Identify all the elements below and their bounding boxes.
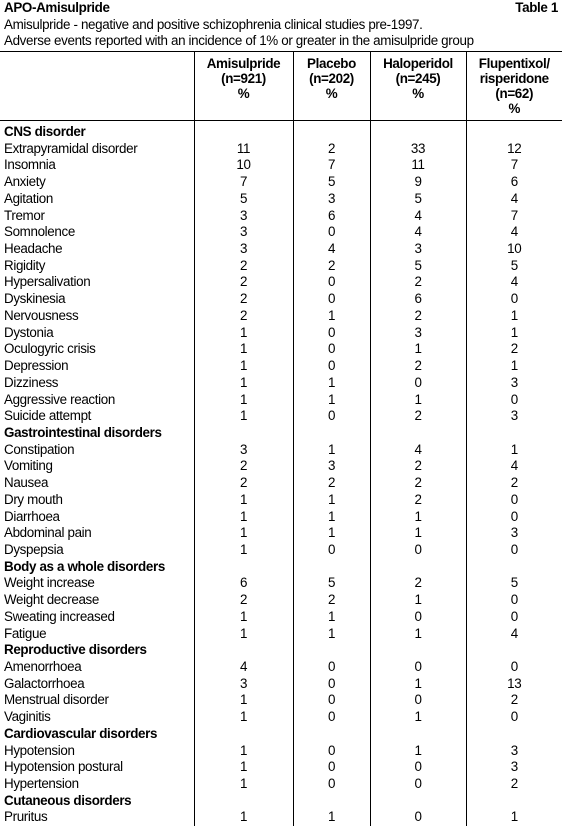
value-placebo: 3 — [293, 458, 370, 475]
column-header-amisulpride — [194, 52, 293, 121]
table-row — [0, 241, 562, 258]
value-amisulpride: 2 — [194, 291, 293, 308]
value-placebo: 1 — [293, 442, 370, 459]
value-amisulpride: 3 — [194, 442, 293, 459]
table-row — [0, 759, 562, 776]
section-title: Cutaneous disorders — [4, 792, 132, 808]
value-haloperidol: 2 — [370, 408, 466, 425]
column-header-line: (n=921) — [221, 71, 266, 86]
value-haloperidol: 1 — [370, 392, 466, 409]
value-haloperidol: 1 — [370, 525, 466, 542]
value-flupentixol-risperidone: 0 — [466, 709, 562, 726]
table-row — [0, 709, 562, 726]
value-haloperidol: 3 — [370, 241, 466, 258]
column-header-line: (n=202) — [309, 71, 354, 86]
value-placebo: 0 — [293, 274, 370, 291]
value-placebo: 0 — [293, 676, 370, 693]
table-row — [0, 676, 562, 693]
value-placebo: 1 — [293, 525, 370, 542]
value-flupentixol-risperidone: 7 — [466, 157, 562, 174]
event-name: Depression — [4, 358, 69, 374]
value-haloperidol: 6 — [370, 291, 466, 308]
value-amisulpride: 1 — [194, 341, 293, 358]
value-haloperidol: 9 — [370, 174, 466, 191]
value-flupentixol-risperidone — [466, 559, 562, 576]
column-header-line: (n=62) — [495, 86, 534, 101]
value-amisulpride: 11 — [194, 141, 293, 158]
value-amisulpride: 3 — [194, 208, 293, 225]
value-flupentixol-risperidone: 3 — [466, 525, 562, 542]
value-haloperidol: 0 — [370, 759, 466, 776]
value-placebo: 6 — [293, 208, 370, 225]
value-amisulpride: 1 — [194, 743, 293, 760]
event-name: Hypotension postural — [4, 759, 123, 775]
table-row — [0, 542, 562, 559]
value-placebo: 1 — [293, 492, 370, 509]
value-flupentixol-risperidone: 0 — [466, 542, 562, 559]
value-amisulpride: 3 — [194, 676, 293, 693]
value-haloperidol: 0 — [370, 809, 466, 826]
value-amisulpride: 1 — [194, 392, 293, 409]
value-amisulpride: 5 — [194, 191, 293, 208]
table-row — [0, 458, 562, 475]
table-body — [0, 121, 562, 827]
table-row — [0, 776, 562, 793]
value-haloperidol: 1 — [370, 626, 466, 643]
value-amisulpride: 1 — [194, 358, 293, 375]
section-header-row — [0, 559, 562, 576]
value-placebo: 0 — [293, 542, 370, 559]
value-amisulpride: 2 — [194, 592, 293, 609]
event-name: Weight increase — [4, 575, 95, 591]
column-header-line: % — [412, 86, 424, 101]
value-placebo: 1 — [293, 392, 370, 409]
table-row — [0, 274, 562, 291]
value-placebo: 5 — [293, 174, 370, 191]
event-name: Dyspepsia — [4, 541, 64, 557]
table-row — [0, 743, 562, 760]
event-name: Agitation — [4, 190, 53, 206]
value-haloperidol: 2 — [370, 458, 466, 475]
value-placebo — [293, 425, 370, 442]
column-header-line: (n=245) — [395, 71, 441, 86]
table-row — [0, 341, 562, 358]
value-amisulpride: 1 — [194, 809, 293, 826]
value-flupentixol-risperidone: 2 — [466, 341, 562, 358]
adverse-events-table — [0, 51, 562, 826]
column-header-line: risperidone — [479, 71, 549, 86]
value-placebo: 0 — [293, 341, 370, 358]
value-haloperidol — [370, 642, 466, 659]
value-haloperidol: 3 — [370, 325, 466, 342]
value-placebo: 2 — [293, 141, 370, 158]
section-header-row — [0, 425, 562, 442]
value-haloperidol: 2 — [370, 358, 466, 375]
value-flupentixol-risperidone: 4 — [466, 274, 562, 291]
value-flupentixol-risperidone: 7 — [466, 208, 562, 225]
table-row — [0, 525, 562, 542]
event-name: Suicide attempt — [4, 408, 92, 424]
column-header-line: % — [508, 101, 521, 116]
value-amisulpride — [194, 121, 293, 141]
value-placebo: 0 — [293, 291, 370, 308]
table-row — [0, 509, 562, 526]
value-placebo — [293, 559, 370, 576]
section-header-row — [0, 642, 562, 659]
value-placebo: 0 — [293, 224, 370, 241]
value-amisulpride: 1 — [194, 525, 293, 542]
value-flupentixol-risperidone: 0 — [466, 592, 562, 609]
value-amisulpride: 1 — [194, 492, 293, 509]
value-amisulpride: 2 — [194, 458, 293, 475]
value-flupentixol-risperidone: 2 — [466, 692, 562, 709]
table-row — [0, 692, 562, 709]
value-placebo: 5 — [293, 575, 370, 592]
value-haloperidol: 1 — [370, 709, 466, 726]
event-name: Fatigue — [4, 625, 47, 641]
section-header-row — [0, 121, 562, 141]
value-placebo: 0 — [293, 743, 370, 760]
table-row — [0, 626, 562, 643]
event-name: Somnolence — [4, 224, 75, 240]
value-flupentixol-risperidone: 2 — [466, 776, 562, 793]
value-amisulpride: 2 — [194, 274, 293, 291]
event-name: Vaginitis — [4, 709, 51, 725]
value-amisulpride: 2 — [194, 258, 293, 275]
value-flupentixol-risperidone: 3 — [466, 743, 562, 760]
value-amisulpride: 1 — [194, 408, 293, 425]
table-row — [0, 291, 562, 308]
value-haloperidol — [370, 425, 466, 442]
value-placebo: 1 — [293, 609, 370, 626]
value-flupentixol-risperidone: 1 — [466, 358, 562, 375]
value-haloperidol: 2 — [370, 308, 466, 325]
event-name: Headache — [4, 241, 63, 257]
value-amisulpride: 1 — [194, 542, 293, 559]
column-header-line: Amisulpride — [206, 56, 281, 71]
table-row — [0, 609, 562, 626]
value-haloperidol: 5 — [370, 258, 466, 275]
event-name: Extrapyramidal disorder — [4, 140, 138, 156]
value-amisulpride: 2 — [194, 475, 293, 492]
section-title: Body as a whole disorders — [4, 558, 165, 574]
table-row — [0, 809, 562, 826]
value-placebo: 0 — [293, 408, 370, 425]
table-row — [0, 141, 562, 158]
section-title: Gastrointestinal disorders — [4, 424, 162, 440]
value-haloperidol: 11 — [370, 157, 466, 174]
table-row — [0, 308, 562, 325]
value-placebo: 7 — [293, 157, 370, 174]
value-flupentixol-risperidone — [466, 726, 562, 743]
event-name: Dizziness — [4, 374, 59, 390]
section-header-row — [0, 793, 562, 810]
value-placebo: 1 — [293, 626, 370, 643]
value-placebo: 1 — [293, 375, 370, 392]
value-flupentixol-risperidone: 13 — [466, 676, 562, 693]
event-name: Insomnia — [4, 157, 56, 173]
value-haloperidol: 2 — [370, 575, 466, 592]
table-row — [0, 224, 562, 241]
value-flupentixol-risperidone: 5 — [466, 575, 562, 592]
value-flupentixol-risperidone: 5 — [466, 258, 562, 275]
event-name: Constipation — [4, 441, 75, 457]
value-placebo: 2 — [293, 258, 370, 275]
value-haloperidol: 4 — [370, 224, 466, 241]
value-amisulpride — [194, 642, 293, 659]
value-haloperidol — [370, 793, 466, 810]
event-name: Amenorrhoea — [4, 659, 82, 674]
value-amisulpride: 1 — [194, 375, 293, 392]
value-haloperidol: 2 — [370, 492, 466, 509]
event-name: Aggressive reaction — [4, 391, 115, 407]
event-name: Oculogyric crisis — [4, 341, 96, 357]
table-row — [0, 442, 562, 459]
value-amisulpride: 6 — [194, 575, 293, 592]
table-row — [0, 375, 562, 392]
value-flupentixol-risperidone: 0 — [466, 609, 562, 626]
event-name: Anxiety — [4, 174, 46, 190]
value-amisulpride: 4 — [194, 659, 293, 676]
value-placebo — [293, 121, 370, 141]
value-placebo: 1 — [293, 509, 370, 526]
value-flupentixol-risperidone: 4 — [466, 626, 562, 643]
value-placebo — [293, 793, 370, 810]
table-row — [0, 408, 562, 425]
value-placebo: 0 — [293, 659, 370, 676]
value-flupentixol-risperidone: 0 — [466, 509, 562, 526]
event-name: Rigidity — [4, 257, 46, 273]
value-placebo: 4 — [293, 241, 370, 258]
value-flupentixol-risperidone — [466, 642, 562, 659]
event-name: Tremor — [4, 207, 45, 223]
event-name: Weight decrease — [4, 592, 99, 608]
table-row — [0, 258, 562, 275]
value-placebo: 0 — [293, 692, 370, 709]
value-placebo: 1 — [293, 308, 370, 325]
value-amisulpride: 7 — [194, 174, 293, 191]
document-title: APO-Amisulpride — [4, 0, 110, 15]
value-placebo: 0 — [293, 325, 370, 342]
value-amisulpride: 3 — [194, 224, 293, 241]
value-haloperidol: 0 — [370, 776, 466, 793]
value-amisulpride: 1 — [194, 759, 293, 776]
header-title-row — [4, 0, 558, 17]
header-cell-label — [0, 52, 194, 121]
value-flupentixol-risperidone: 12 — [466, 141, 562, 158]
value-placebo: 0 — [293, 759, 370, 776]
value-flupentixol-risperidone: 4 — [466, 458, 562, 475]
value-placebo: 3 — [293, 191, 370, 208]
value-flupentixol-risperidone — [466, 121, 562, 141]
event-name: Nausea — [4, 475, 49, 491]
table-caption-line-2: Adverse events reported with an incidence of 1% or greater in the amisulpride group — [4, 33, 474, 48]
value-amisulpride: 1 — [194, 609, 293, 626]
value-placebo: 0 — [293, 776, 370, 793]
value-flupentixol-risperidone — [466, 425, 562, 442]
event-name: Diarrhoea — [4, 508, 60, 524]
value-placebo — [293, 642, 370, 659]
value-flupentixol-risperidone: 6 — [466, 174, 562, 191]
value-amisulpride: 1 — [194, 626, 293, 643]
table-row — [0, 475, 562, 492]
value-flupentixol-risperidone: 0 — [466, 291, 562, 308]
column-header-line: Haloperidol — [383, 56, 453, 71]
value-placebo — [293, 726, 370, 743]
section-title: Reproductive disorders — [4, 642, 147, 658]
event-name: Hypersalivation — [4, 274, 91, 290]
value-amisulpride — [194, 425, 293, 442]
value-amisulpride: 1 — [194, 509, 293, 526]
value-haloperidol: 4 — [370, 208, 466, 225]
value-haloperidol: 1 — [370, 676, 466, 693]
value-flupentixol-risperidone: 3 — [466, 375, 562, 392]
event-name: Hypertension — [4, 776, 79, 792]
column-header-line: % — [325, 86, 338, 101]
value-haloperidol: 0 — [370, 542, 466, 559]
event-name: Hypotension — [4, 742, 75, 758]
value-haloperidol: 2 — [370, 475, 466, 492]
header-row — [0, 52, 562, 121]
table-row — [0, 325, 562, 342]
value-amisulpride: 1 — [194, 692, 293, 709]
value-amisulpride: 2 — [194, 308, 293, 325]
column-header-line: Flupentixol/ — [478, 56, 550, 71]
value-haloperidol: 1 — [370, 341, 466, 358]
value-flupentixol-risperidone: 4 — [466, 191, 562, 208]
value-amisulpride: 1 — [194, 776, 293, 793]
value-haloperidol: 33 — [370, 141, 466, 158]
value-flupentixol-risperidone: 10 — [466, 241, 562, 258]
table-row — [0, 157, 562, 174]
event-name: Menstrual disorder — [4, 692, 109, 708]
value-haloperidol: 0 — [370, 659, 466, 676]
value-haloperidol: 2 — [370, 274, 466, 291]
value-flupentixol-risperidone: 3 — [466, 408, 562, 425]
event-name: Sweating increased — [4, 608, 115, 624]
value-placebo: 0 — [293, 358, 370, 375]
value-placebo: 2 — [293, 592, 370, 609]
value-amisulpride: 1 — [194, 325, 293, 342]
event-name: Dyskinesia — [4, 291, 66, 307]
table-row — [0, 191, 562, 208]
event-name: Galactorrhoea — [4, 675, 85, 691]
value-haloperidol: 0 — [370, 609, 466, 626]
value-flupentixol-risperidone: 3 — [466, 759, 562, 776]
value-haloperidol: 1 — [370, 743, 466, 760]
table-row — [0, 492, 562, 509]
table-label: Table 1 — [515, 0, 558, 15]
value-flupentixol-risperidone: 1 — [466, 809, 562, 826]
value-placebo: 2 — [293, 475, 370, 492]
table-row — [0, 575, 562, 592]
section-title: CNS disorder — [4, 124, 86, 139]
table-row — [0, 174, 562, 191]
value-flupentixol-risperidone — [466, 793, 562, 810]
event-name: Abdominal pain — [4, 525, 92, 541]
document-header — [4, 0, 558, 50]
event-name: Dry mouth — [4, 491, 63, 507]
value-flupentixol-risperidone: 4 — [466, 224, 562, 241]
column-header-line: Placebo — [307, 56, 356, 71]
section-header-row — [0, 726, 562, 743]
value-amisulpride: 3 — [194, 241, 293, 258]
column-header-placebo — [293, 52, 370, 121]
table-row — [0, 659, 562, 676]
table-row — [0, 208, 562, 225]
table-row — [0, 592, 562, 609]
table-header — [0, 52, 562, 121]
value-amisulpride: 10 — [194, 157, 293, 174]
value-haloperidol — [370, 726, 466, 743]
value-placebo: 0 — [293, 709, 370, 726]
event-name: Dystonia — [4, 324, 54, 340]
column-header-flupentixol-risperidone — [466, 52, 562, 121]
value-haloperidol — [370, 559, 466, 576]
value-flupentixol-risperidone: 1 — [466, 442, 562, 459]
table-caption-line-1: Amisulpride - negative and positive schizophrenia clinical studies pre-1997. — [4, 16, 423, 32]
value-haloperidol — [370, 121, 466, 141]
value-amisulpride — [194, 559, 293, 576]
table-row — [0, 392, 562, 409]
value-flupentixol-risperidone: 0 — [466, 659, 562, 676]
value-flupentixol-risperidone: 1 — [466, 325, 562, 342]
value-flupentixol-risperidone: 2 — [466, 475, 562, 492]
column-header-line: % — [237, 86, 250, 101]
value-haloperidol: 4 — [370, 442, 466, 459]
value-haloperidol: 0 — [370, 692, 466, 709]
value-amisulpride — [194, 726, 293, 743]
column-header-haloperidol — [370, 52, 466, 121]
event-name: Vomiting — [4, 458, 53, 474]
value-haloperidol: 0 — [370, 375, 466, 392]
section-title: Cardiovascular disorders — [4, 725, 158, 741]
value-placebo: 1 — [293, 809, 370, 826]
value-flupentixol-risperidone: 0 — [466, 492, 562, 509]
value-haloperidol: 1 — [370, 509, 466, 526]
event-name: Nervousness — [4, 307, 79, 323]
value-amisulpride: 1 — [194, 709, 293, 726]
table-row — [0, 358, 562, 375]
event-name: Pruritus — [4, 809, 48, 825]
value-amisulpride — [194, 793, 293, 810]
value-flupentixol-risperidone: 1 — [466, 308, 562, 325]
value-flupentixol-risperidone: 0 — [466, 392, 562, 409]
value-haloperidol: 5 — [370, 191, 466, 208]
value-haloperidol: 1 — [370, 592, 466, 609]
